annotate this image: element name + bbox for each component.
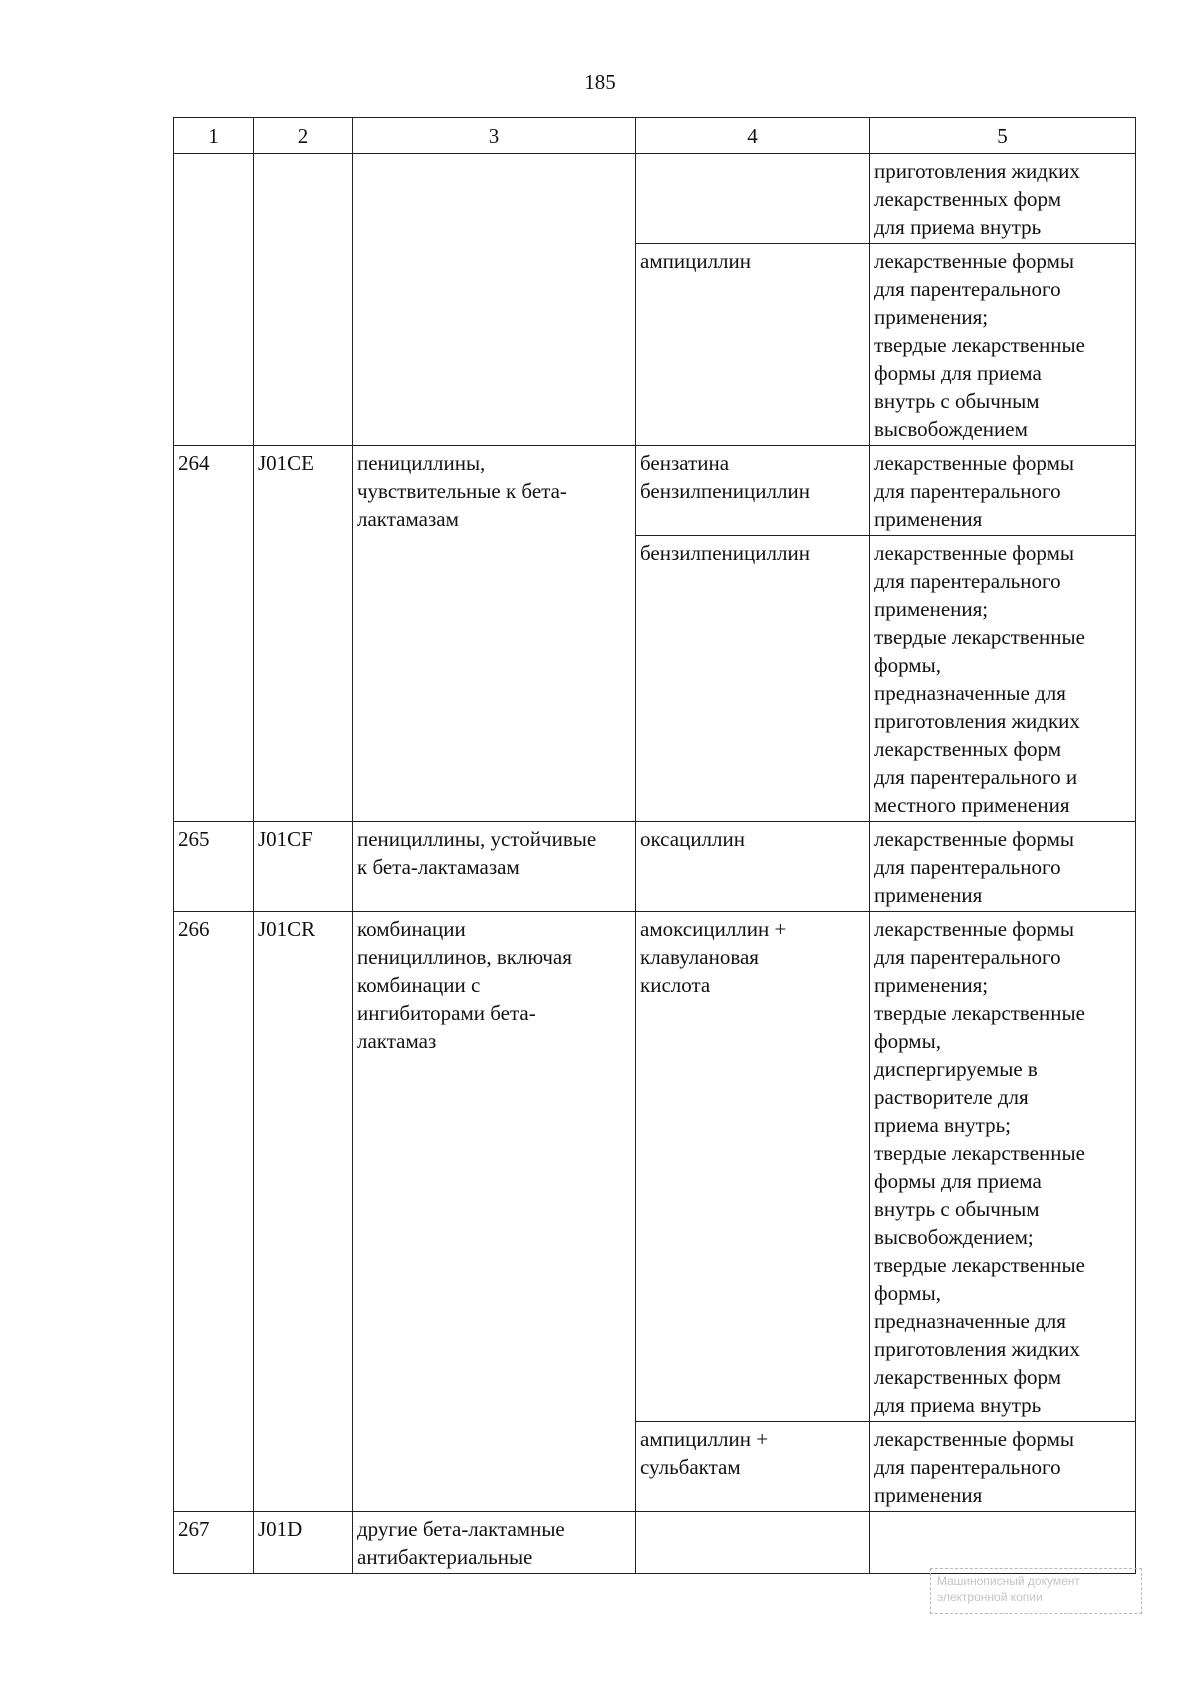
col-header-4: 4 bbox=[636, 118, 870, 154]
drug-name-cell: ампициллин bbox=[636, 244, 870, 446]
dosage-form-cell: лекарственные формы для парентерального применения; твердые лекарственные формы, диспергируемые в растворителе для приема внутрь; твердые лекарственные формы для приема внутрь с обычным высвобождением; твердые лекарственные формы, предназначенные для приготовления жидких лекарственных форм для приема внутрь bbox=[870, 912, 1136, 1422]
atc-code-cell: J01D bbox=[254, 1512, 353, 1574]
group-name-cell: другие бета-лактамные антибактериальные bbox=[353, 1512, 636, 1574]
drug-name-cell: бензатина бензилпенициллин bbox=[636, 446, 870, 536]
group-name-cell: комбинации пенициллинов, включая комбинации с ингибиторами бета- лактамаз bbox=[353, 912, 636, 1512]
group-name-cell bbox=[353, 154, 636, 446]
table-row bbox=[174, 822, 1136, 912]
col-header-1: 1 bbox=[174, 118, 254, 154]
row-number-cell: 267 bbox=[174, 1512, 254, 1574]
col-header-3: 3 bbox=[353, 118, 636, 154]
col-header-2: 2 bbox=[254, 118, 353, 154]
table-row bbox=[174, 446, 1136, 536]
atc-code-cell: J01CR bbox=[254, 912, 353, 1512]
dosage-form-cell: лекарственные формы для парентерального применения; твердые лекарственные формы, предназначенные для приготовления жидких лекарственных форм для парентерального и местного применения bbox=[870, 536, 1136, 822]
table-row bbox=[174, 154, 1136, 244]
table-row bbox=[174, 1512, 1136, 1574]
dosage-form-cell: приготовления жидких лекарственных форм для приема внутрь bbox=[870, 154, 1136, 244]
stamp-line: электронной копии bbox=[937, 1590, 1043, 1604]
table-row bbox=[174, 912, 1136, 1422]
row-number-cell: 265 bbox=[174, 822, 254, 912]
drug-name-cell: бензилпенициллин bbox=[636, 536, 870, 822]
atc-code-cell bbox=[254, 154, 353, 446]
row-number-cell: 264 bbox=[174, 446, 254, 822]
dosage-form-cell: лекарственные формы для парентерального применения; твердые лекарственные формы для приема внутрь с обычным высвобождением bbox=[870, 244, 1136, 446]
drug-table bbox=[173, 117, 1136, 1574]
drug-name-cell: оксациллин bbox=[636, 822, 870, 912]
group-name-cell: пенициллины, устойчивые к бета-лактамазам bbox=[353, 822, 636, 912]
stamp-line: Машинописный документ bbox=[937, 1574, 1080, 1588]
page-number: 185 bbox=[584, 70, 616, 94]
dosage-form-cell: лекарственные формы для парентерального применения bbox=[870, 446, 1136, 536]
group-name-cell: пенициллины, чувствительные к бета- лактамазам bbox=[353, 446, 636, 822]
dosage-form-cell: лекарственные формы для парентерального применения bbox=[870, 822, 1136, 912]
dosage-form-cell: лекарственные формы для парентерального применения bbox=[870, 1422, 1136, 1512]
col-header-5: 5 bbox=[870, 118, 1136, 154]
dosage-form-cell bbox=[870, 1512, 1136, 1574]
atc-code-cell: J01CE bbox=[254, 446, 353, 822]
drug-name-cell bbox=[636, 154, 870, 244]
drug-name-cell bbox=[636, 1512, 870, 1574]
header-row bbox=[174, 118, 1136, 154]
atc-code-cell: J01CF bbox=[254, 822, 353, 912]
row-number-cell bbox=[174, 154, 254, 446]
watermark-stamp bbox=[930, 1568, 1142, 1614]
drug-name-cell: амоксициллин + клавулановая кислота bbox=[636, 912, 870, 1422]
drug-name-cell: ампициллин + сульбактам bbox=[636, 1422, 870, 1512]
row-number-cell: 266 bbox=[174, 912, 254, 1512]
